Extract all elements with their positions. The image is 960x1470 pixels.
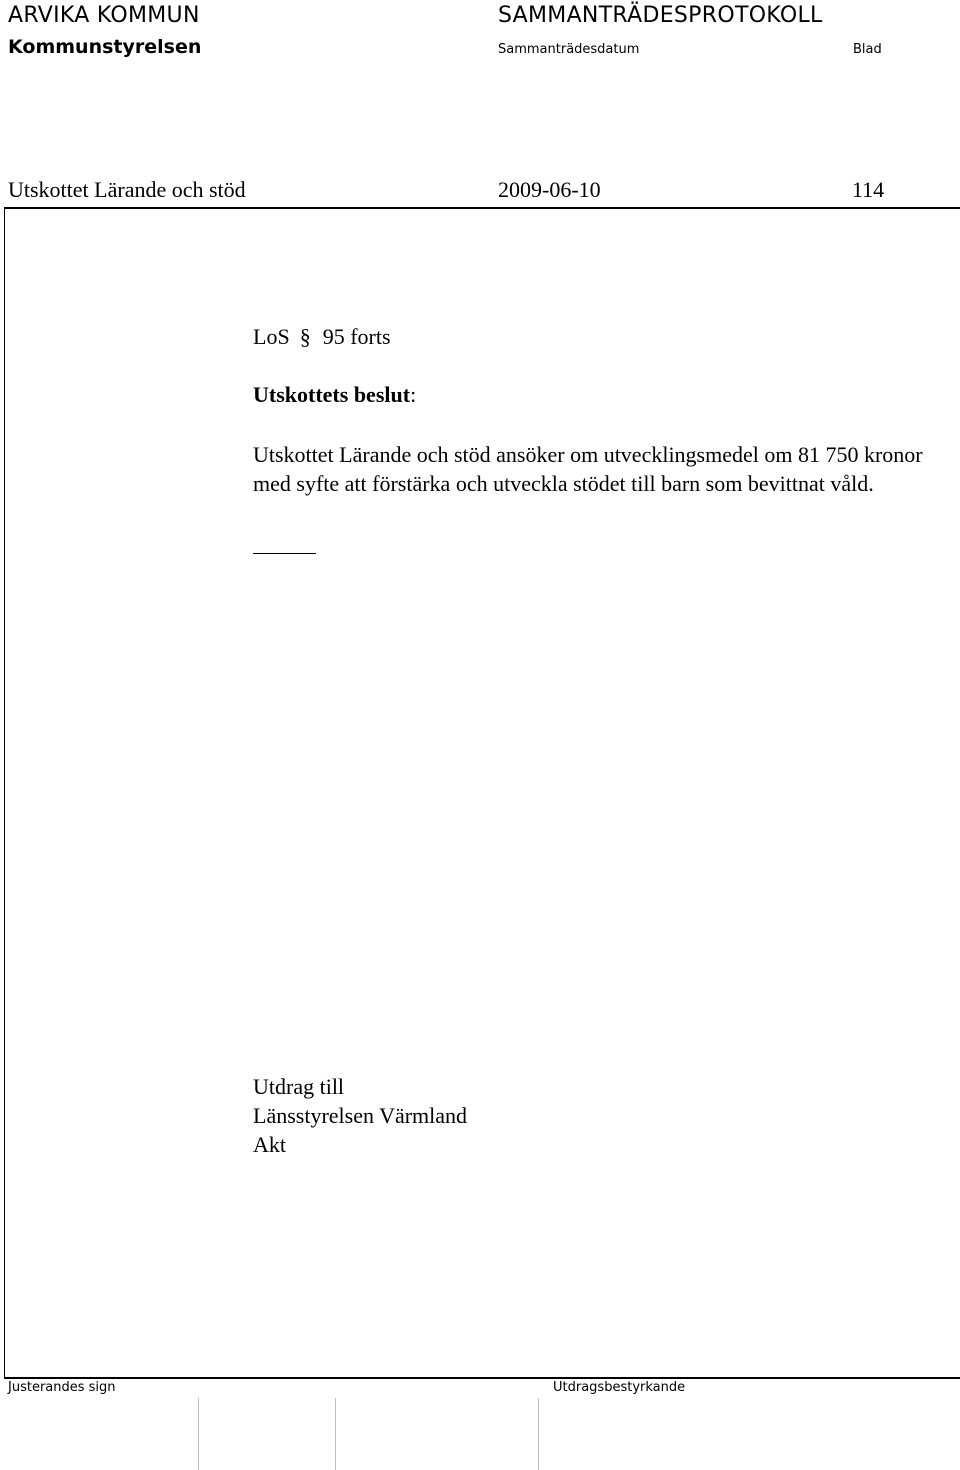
signature-box-divider bbox=[198, 1398, 199, 1470]
page-label: Blad bbox=[853, 42, 882, 57]
section-heading bbox=[253, 324, 391, 350]
decision-text: Utskottet Lärande och stöd ansöker om utvecklingsmedel om 81 750 kronor med syfte att förstärka och utveckla stödet till barn som bevittnat våld. bbox=[253, 442, 923, 496]
distribution-line: Akt bbox=[253, 1132, 286, 1157]
organization-name: ARVIKA KOMMUN bbox=[8, 3, 200, 28]
page-number: 114 bbox=[852, 177, 885, 202]
certifier-label: Utdragsbestyrkande bbox=[553, 1380, 686, 1395]
meeting-date-label: Sammanträdesdatum bbox=[498, 42, 640, 57]
meeting-date: 2009-06-10 bbox=[498, 177, 601, 202]
paragraph-symbol: § bbox=[299, 324, 311, 349]
committee-name: Utskottet Lärande och stöd bbox=[8, 177, 246, 202]
decision-heading-text: Utskottets beslut bbox=[253, 382, 411, 407]
signature-box-divider bbox=[335, 1398, 336, 1470]
distribution-line: Utdrag till bbox=[253, 1074, 345, 1099]
signature-box-divider bbox=[538, 1398, 539, 1470]
section-suffix: 95 forts bbox=[322, 324, 391, 349]
board-name: Kommunstyrelsen bbox=[8, 36, 202, 58]
section-prefix: LoS bbox=[253, 324, 290, 349]
end-of-section-mark bbox=[253, 553, 316, 554]
document-title: SAMMANTRÄDESPROTOKOLL bbox=[498, 3, 823, 28]
header-divider bbox=[4, 207, 960, 209]
distribution-list bbox=[253, 1072, 467, 1159]
decision-heading-colon: : bbox=[410, 382, 417, 407]
footer-divider bbox=[4, 1377, 960, 1379]
distribution-line: Länsstyrelsen Värmland bbox=[253, 1103, 468, 1128]
left-margin-rule bbox=[4, 207, 5, 1379]
decision-heading bbox=[253, 382, 416, 408]
signer-label: Justerandes sign bbox=[8, 1380, 116, 1395]
